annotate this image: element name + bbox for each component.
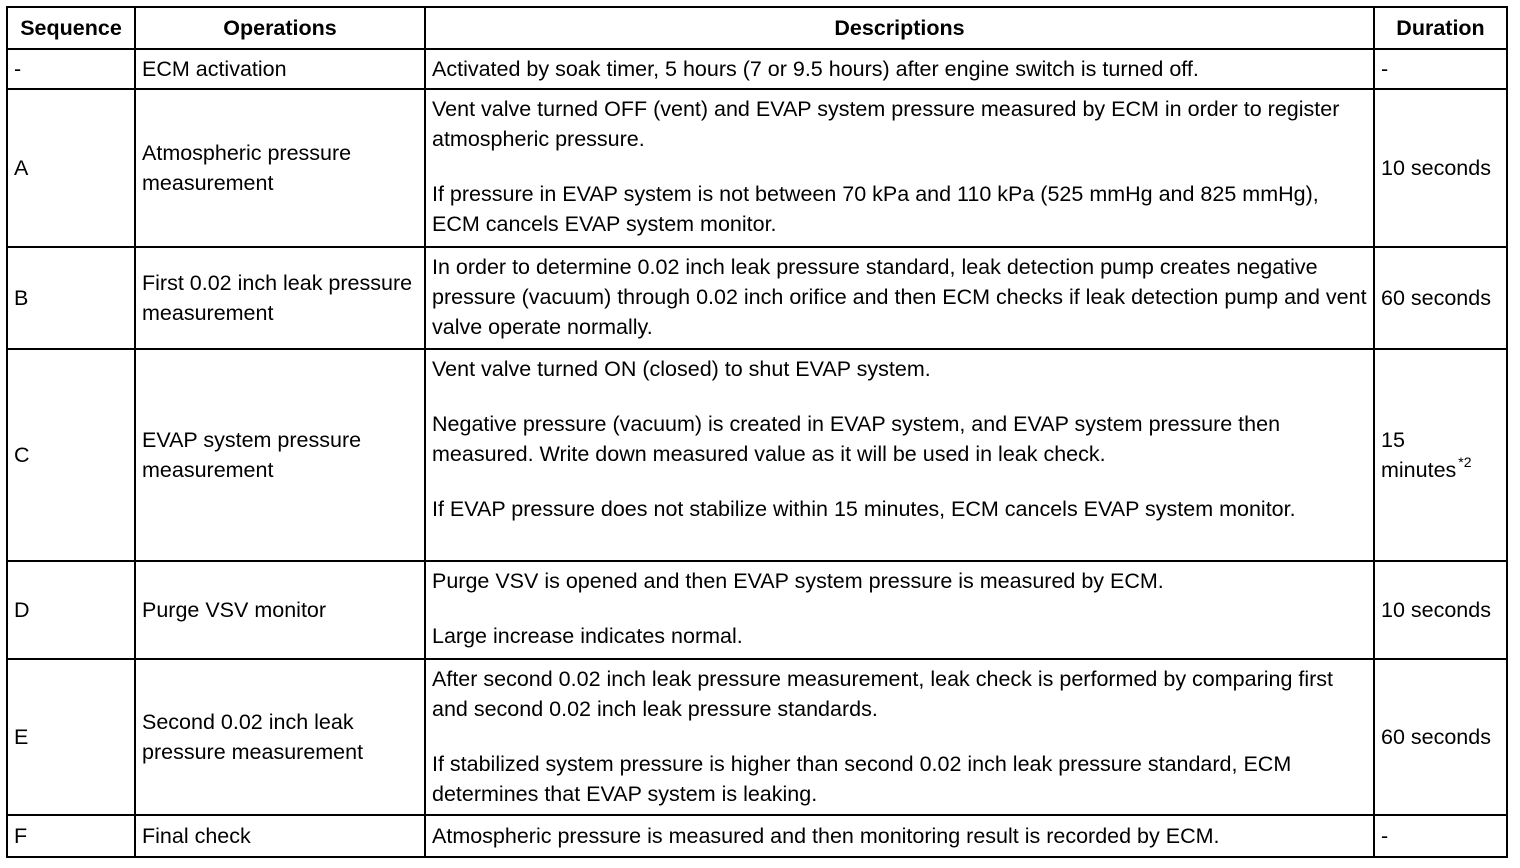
description-text: If stabilized system pressure is higher than second 0.02 inch leak pressure standard, ECM determines that EVAP system is leaking. xyxy=(432,752,1292,806)
table-row xyxy=(7,247,1507,349)
description-cell xyxy=(425,89,1374,247)
sequence-cell: F xyxy=(7,815,135,857)
table-row xyxy=(7,349,1507,561)
duration-cell xyxy=(1374,561,1507,659)
duration-text: - xyxy=(1381,57,1389,81)
duration-text: 60 seconds xyxy=(1381,725,1491,749)
duration-text: 10 seconds xyxy=(1381,156,1491,180)
header-duration: Duration xyxy=(1374,7,1507,49)
sequence-cell: - xyxy=(7,49,135,89)
operation-cell: EVAP system pressure measurement xyxy=(135,349,425,561)
table-row xyxy=(7,815,1507,857)
duration-text: 10 seconds xyxy=(1381,598,1491,622)
duration-cell xyxy=(1374,349,1507,561)
description-cell xyxy=(425,659,1374,815)
sequence-cell: E xyxy=(7,659,135,815)
table-row xyxy=(7,659,1507,815)
evap-monitor-table xyxy=(6,6,1508,858)
operation-cell: Second 0.02 inch leak pressure measurement xyxy=(135,659,425,815)
operation-cell: ECM activation xyxy=(135,49,425,89)
operation-cell: Atmospheric pressure measurement xyxy=(135,89,425,247)
header-operations: Operations xyxy=(135,7,425,49)
table-row xyxy=(7,561,1507,659)
duration-cell xyxy=(1374,89,1507,247)
header-sequence: Sequence xyxy=(7,7,135,49)
sequence-cell: C xyxy=(7,349,135,561)
description-text: In order to determine 0.02 inch leak pressure standard, leak detection pump creates negative pressure (vacuum) through 0.02 inch orifice and then ECM checks if leak detection pump and vent valve operate normally. xyxy=(432,255,1367,339)
description-cell xyxy=(425,349,1374,561)
header-row xyxy=(7,7,1507,49)
operation-cell: Final check xyxy=(135,815,425,857)
header-descriptions: Descriptions xyxy=(425,7,1374,49)
duration-cell xyxy=(1374,815,1507,857)
description-text: After second 0.02 inch leak pressure measurement, leak check is performed by comparing first and second 0.02 inch leak pressure standards. xyxy=(432,667,1334,721)
table-row xyxy=(7,49,1507,89)
description-text: Atmospheric pressure is measured and then monitoring result is recorded by ECM. xyxy=(432,824,1220,848)
duration-text: 60 seconds xyxy=(1381,286,1491,310)
description-text: Purge VSV is opened and then EVAP system pressure is measured by ECM. xyxy=(432,569,1164,593)
description-cell xyxy=(425,561,1374,659)
sequence-cell: B xyxy=(7,247,135,349)
duration-text: - xyxy=(1381,824,1389,848)
description-text: Large increase indicates normal. xyxy=(432,624,743,648)
description-text: If pressure in EVAP system is not between 70 kPa and 110 kPa (525 mmHg and 825 mmHg), ECM cancels EVAP system monitor. xyxy=(432,182,1319,236)
sequence-cell: D xyxy=(7,561,135,659)
description-cell xyxy=(425,815,1374,857)
sequence-cell: A xyxy=(7,89,135,247)
description-cell xyxy=(425,49,1374,89)
description-text: Vent valve turned OFF (vent) and EVAP system pressure measured by ECM in order to register atmospheric pressure. xyxy=(432,97,1340,151)
operation-cell: First 0.02 inch leak pressure measurement xyxy=(135,247,425,349)
duration-cell xyxy=(1374,247,1507,349)
duration-text: 15 minutes xyxy=(1381,428,1457,482)
footnote-marker: *2 xyxy=(1458,454,1472,470)
description-cell xyxy=(425,247,1374,349)
table-row xyxy=(7,89,1507,247)
description-text: Vent valve turned ON (closed) to shut EVAP system. xyxy=(432,357,931,381)
duration-cell xyxy=(1374,49,1507,89)
description-text: If EVAP pressure does not stabilize within 15 minutes, ECM cancels EVAP system monitor. xyxy=(432,497,1296,521)
operation-cell: Purge VSV monitor xyxy=(135,561,425,659)
duration-cell xyxy=(1374,659,1507,815)
description-text: Negative pressure (vacuum) is created in EVAP system, and EVAP system pressure then measured. Write down measured value as it will be used in leak check. xyxy=(432,412,1281,466)
description-text: Activated by soak timer, 5 hours (7 or 9.5 hours) after engine switch is turned off. xyxy=(432,57,1199,81)
